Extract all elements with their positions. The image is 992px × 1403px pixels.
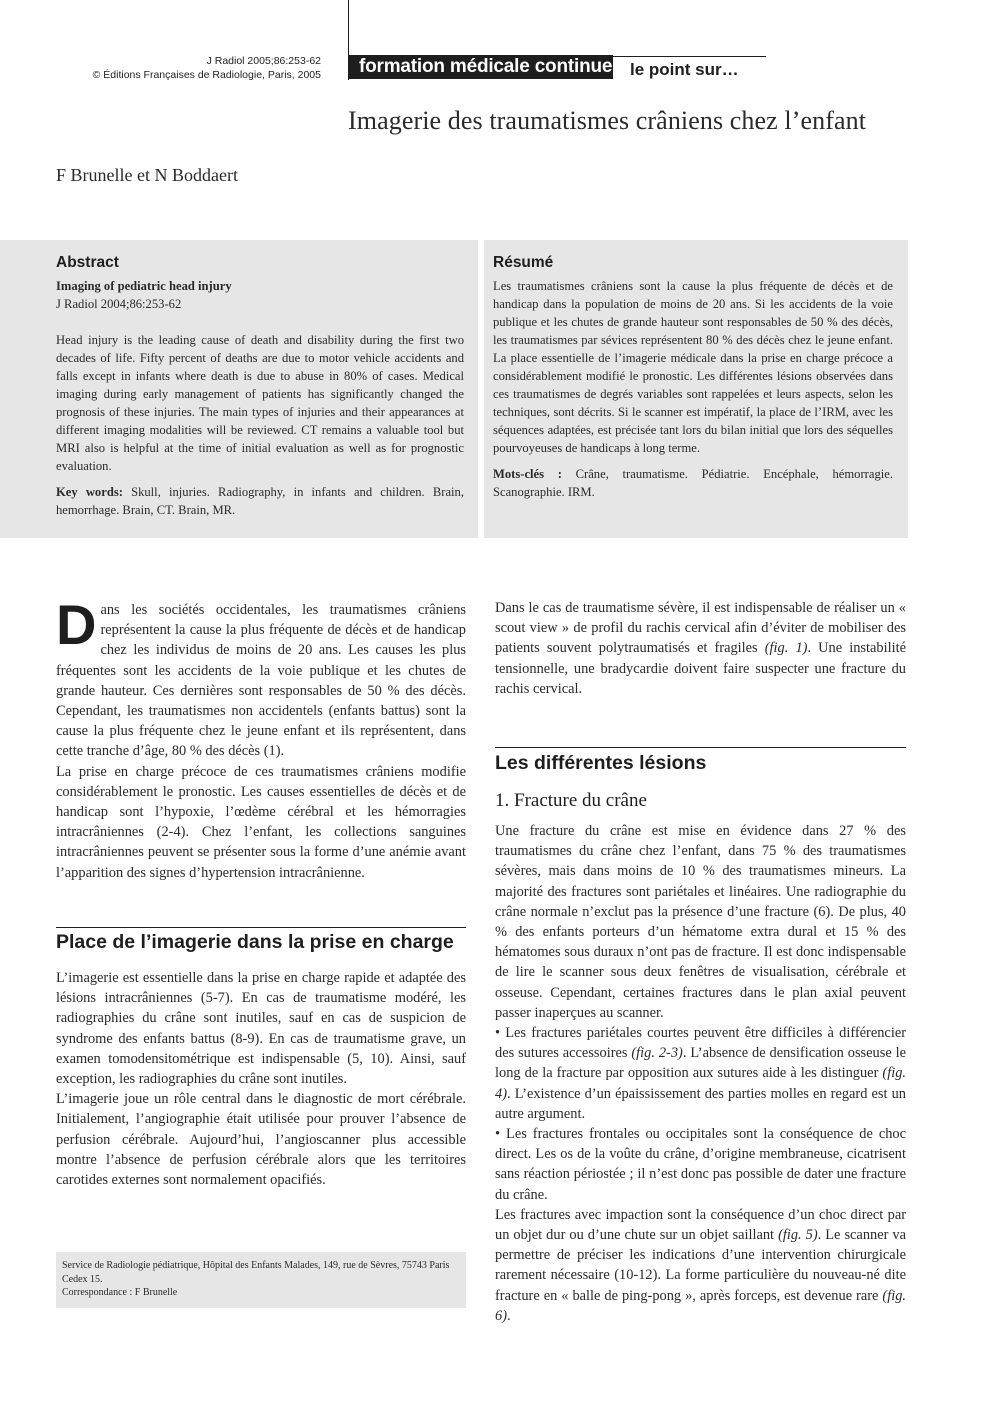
resume-heading: Résumé: [493, 254, 554, 271]
figure-ref-2-3: (fig. 2-3): [631, 1045, 683, 1062]
article-title: Imagerie des traumatismes crâniens chez l’enfant: [348, 106, 867, 135]
keywords-text: Skull, injuries. Radiography, in infants and children. Brain, hemorrhage. Brain, CT. Brain, MR.: [56, 485, 464, 517]
resume-keywords: [493, 465, 893, 501]
figure-ref-5: (fig. 5): [778, 1227, 818, 1244]
bullet-1-text: • Les fractures pariétales courtes peuvent être difficiles à différencier des sutures accessoires: [495, 1025, 906, 1062]
fracture-paragraph-1: Une fracture du crâne est mise en évidence dans 27 % des traumatismes du crâne chez l’enfant, dans 75 % des traumatismes sévères, mais dans moins de 10 % des traumatismes mineurs. La majorité des fractures sont pariétales et linéaires. Une radiographie du crâne normale n’exclut pas la présence d’une fracture (6). De plus, 40 % des enfants porteurs d’un hématome extra dural et 15 % des hématomes sous duraux n’ont pas de fracture. Il est donc indispensable de lire le scanner sous deux fenêtres de visualisation, cérébrale et osseuse. Cependant, certaines fractures dans le plan axial peuvent passer inaperçues au scanner.: [495, 823, 906, 1021]
series-banner: formation médicale continue: [349, 55, 613, 79]
section-rule-lesions: [495, 747, 906, 748]
fracture-bullet-1: [495, 1023, 906, 1124]
abstract-keywords: [56, 483, 464, 519]
section-rule-imagerie: [56, 927, 466, 928]
keywords-label: Key words:: [56, 485, 123, 499]
section-heading-lesions: Les différentes lésions: [495, 752, 707, 774]
series-subtitle: le point sur…: [630, 60, 739, 79]
scout-view-text: Dans le cas de traumatisme sévère, il est indispensable de réaliser un « scout view » de profil du rachis cervical afin d’éviter de mobiliser des patients souvent polytraumatisés et fragiles: [495, 600, 906, 657]
journal-reference: [93, 54, 321, 82]
imagerie-paragraph-1: L’imagerie est essentielle dans la prise en charge rapide et adaptée des lésions intracrâniennes (5-7). En cas de traumatisme modéré, les radiographies du crâne sont inutiles, sauf en cas de suspicion de syndrome des enfants battus (8-9). En cas de traumatisme grave, un examen tomodensitométrique est indispensable (5, 10). Ainsi, sauf exception, les radiographies du crâne sont inutiles.: [56, 970, 466, 1088]
fracture-bullet-2: • Les fractures frontales ou occipitales sont la conséquence de choc direct. Les os de la voûte du crâne, d’origine membraneuse, cicatrisent sans réaction périostée ; il n’est donc pas possible de dater une fracture du crâne.: [495, 1126, 906, 1203]
abstract-english-box: [0, 240, 478, 538]
affiliation-address: Service de Radiologie pédiatrique, Hôpital des Enfants Malades, 149, rue de Sèvres, 75743 Paris Cedex 15.: [62, 1260, 450, 1285]
abstract-french-box: [484, 240, 908, 538]
fracture-paragraph-2: [495, 1205, 906, 1326]
figure-ref-4: (fig. 4): [495, 1065, 906, 1102]
abstract-citation: J Radiol 2004;86:253-62: [56, 297, 182, 311]
col2-intro: [495, 598, 906, 699]
abstract-body: Head injury is the leading cause of death and disability during the first two decades of life. Fifty percent of deaths are due to motor vehicle accidents and falls except in infants where death is due to abuse in 80% of cases. Medical imaging during early management of patients has significantly changed the prognosis of these injuries. The main types of injuries and their appearances at different imaging modalities will be reviewed. CT remains a valuable tool but MRI also is helpful at the time of initial evaluation as well as for prognostic evaluation.: [56, 333, 464, 473]
impaction-mid: . Le scanner va permettre de préciser les indications d’une intervention chirurgicale rarement nécessaire (10-12). La forme particulière du nouveau-né dite fracture en « balle de ping-pong », après forceps, est devenue rare: [495, 1227, 906, 1304]
impaction-end: .: [507, 1307, 511, 1324]
bullet-1-end: . L’existence d’un épaississement des parties molles en regard est un autre argument.: [495, 1085, 906, 1122]
journal-copyright: © Éditions Françaises de Radiologie, Paris, 2005: [92, 69, 321, 81]
figure-ref-6: (fig. 6): [495, 1287, 906, 1324]
scout-view-paragraph: [495, 598, 906, 699]
correspondence: Correspondance : F Brunelle: [62, 1287, 178, 1298]
resume-body: Les traumatismes crâniens sont la cause la plus fréquente de décès et de handicap dans la population de moins de 20 ans. Si les accidents de la voie publique et les chutes de grande hauteur sont responsables de 50 % des décès, les traumatismes par sévices représentent 80 % des décès chez le jeune enfant. La place essentielle de l’imagerie médicale dans la prise en charge précoce a considérablement modifié le pronostic. Les différentes lésions observées dans ces traumatismes de degrés variables sont rappelées et leurs aspects, selon les techniques, sont décrits. Si le scanner est impératif, la place de l’IRM, avec les séquences adaptées, est précisée tant lors du bilan initial que lors des séquelles pourvoyeuses de handicaps à long terme.: [493, 279, 893, 455]
bullet-1-mid: . L’absence de densification osseuse le long de la fracture par opposition aux sutures aide à les distinguer: [495, 1045, 907, 1082]
fracture-text: [495, 821, 906, 1326]
intro-text: [56, 593, 466, 883]
journal-citation: J Radiol 2005;86:253-62: [206, 55, 321, 67]
impaction-text: Les fractures avec impaction sont la conséquence d’un choc direct par un objet dur ou d’une chute sur un objet saillant: [495, 1206, 906, 1244]
drop-cap: D: [56, 593, 97, 656]
subsection-heading-fracture: 1. Fracture du crâne: [495, 790, 647, 811]
imagerie-paragraph-2: L’imagerie joue un rôle central dans le diagnostic de mort cérébrale. Initialement, l’angiographie était utilisée pour prouver l’absence de perfusion cérébrale. Aujourd’hui, l’angioscanner plus accessible montre l’absence de perfusion cérébrale alors que les territoires carotides externes sont normalement opacifiés.: [56, 1091, 466, 1189]
abstract-subtitle: Imaging of pediatric head injury: [56, 279, 232, 293]
abstract-heading: Abstract: [56, 254, 119, 271]
affiliation-footnote: [56, 1252, 466, 1308]
scout-view-end: . Une instabilité tensionnelle, une bradycardie doivent faire suspecter une fracture du rachis cervical.: [495, 640, 906, 697]
intro-paragraph-2: La prise en charge précoce de ces traumatismes crâniens modifie considérablement le pronostic. Les causes essentielles de décès et de handicap sont l’hypoxie, l’œdème cérébral et les hémorragies intracrâniennes (2-4). Chez l’enfant, les collections sanguines intracrâniennes peuvent se présenter sous la forme d’une anémie avant l’apparition des signes d’hypertension intracrânienne.: [56, 763, 466, 881]
series-rule: [613, 56, 766, 57]
mots-cles-label: Mots-clés :: [493, 467, 562, 481]
article-authors: F Brunelle et N Boddaert: [56, 165, 238, 185]
figure-ref-1: (fig. 1): [764, 640, 808, 657]
section-imagerie-text: [56, 968, 466, 1190]
mots-cles-text: Crâne, traumatisme. Pédiatrie. Encéphale, hémorragie. Scanographie. IRM.: [493, 467, 893, 499]
intro-paragraph-1: ans les sociétés occidentales, les traumatismes crâniens représentent la cause la plus fréquente de décès et de handicap chez les individus de moins de 20 ans. Les causes les plus fréquentes sont les accidents de la voie publique et les chutes de grande hauteur. Ces dernières sont responsables de 50 % des décès. Cependant, les traumatismes non accidentels (enfants battus) sont la cause la plus fréquente chez le jeune enfant et ils représentent, dans cette tranche d’âge, 80 % des décès (1).: [56, 602, 466, 760]
section-heading-imagerie: Place de l’imagerie dans la prise en charge: [56, 931, 454, 953]
